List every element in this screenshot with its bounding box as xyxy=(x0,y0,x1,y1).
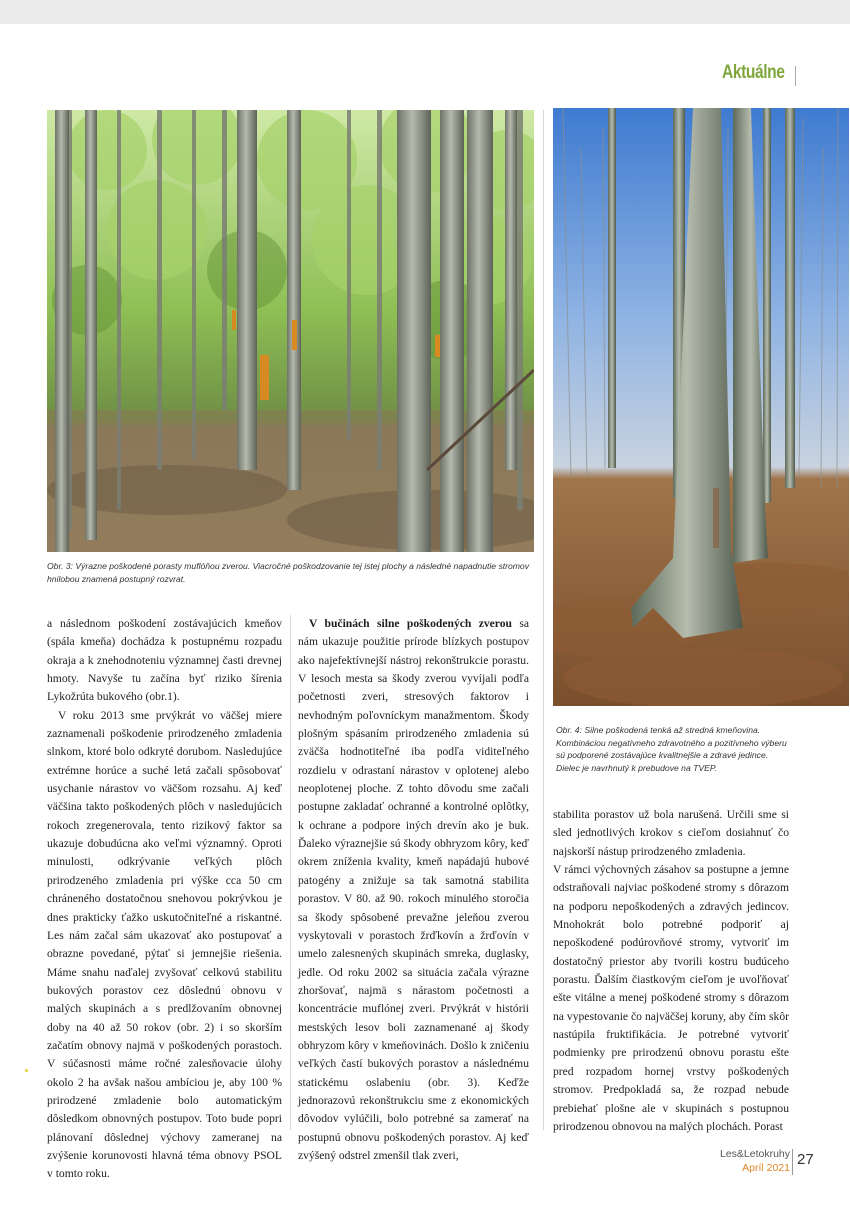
caption-obr3: Obr. 3: Výrazne poškodené porasty muflóňou zverou. Viacročné poškodzovanie tej istej plochy a následné napadnutie stromov hnilobou znamená postupný rozvrat. xyxy=(47,561,530,584)
margin-mark xyxy=(25,1069,28,1072)
page-number: 27 xyxy=(797,1151,814,1168)
paragraph: V roku 2013 sme prvýkrát vo väčšej miere zaznamenali poškodenie prirodzeného zmladenia slnkom, ktoré bolo odkryté dorubom. Nasledujúce extrémne horúce a suché letá začali spôsobovať usychanie nárastov vo väčšom rozsahu. Aj keď väčšina takto poškodených plôch v nasledujúcich rokoch zregenerovala, tento rizikový faktor sa ukazuje dobudúcna ako veľmi významný. Oproti minulosti, odkrývanie veľkých plôch prirodzeného zmladenia pri výške cca 50 cm chráneného dostatočnou snehovou pokrývkou je dnes prakticky ťažko uskutočniteľné a riskantné. Les nám začal sám ukazovať ako postupovať a obrazne povedané, pýtať si jemnejšie riešenia. Máme snahu naďalej zvyšovať celkovú stabilitu bukových porastov cez dôslednú obnovu v malých skupinách a s predlžovaním obnovnej doby na 40 až 50 rokov (obr. 2) i so skorším začatím obnovy najmä v poškodených porastoch. V súčasnosti máme ročné zalesňovacie úlohy okolo 2 ha avšak našou ambíciou je, aby 100 % prirodzené zmladenie bolo automatickým dôsledkom obnovných postupov. Toto bude popri plánovaní dôslednej výchovy zameranej na zvýšenie korunovosti hlavná téma obnovy PSOL v tomto roku. xyxy=(47,708,282,1181)
caption-obr4: Obr. 4: Silne poškodená tenká až stredná kmeňovina. Kombináciou negatívneho zdravotného a pozitívneho výberu sú podporené zostávajúce kvalitnejšie a zdravé jedince. Dielec je navrhnutý k prebudove na TVEP. xyxy=(556,725,787,773)
footer-brand xyxy=(716,1147,790,1175)
top-margin-band xyxy=(0,0,850,24)
beech-forest-summer-photo xyxy=(47,110,534,552)
article-column-1 xyxy=(47,615,282,1184)
paragraph xyxy=(298,615,529,1165)
photo-obr4 xyxy=(553,108,849,706)
beech-forest-spring-photo xyxy=(553,108,849,706)
column-divider xyxy=(290,615,291,1130)
magazine-name: Les&Letokruhy xyxy=(719,1148,790,1160)
column-divider xyxy=(543,110,544,1130)
section-title: Aktuálne xyxy=(722,62,785,83)
paragraph: a následnom poškodení zostávajúcich kmeňov (spála kmeňa) dochádza k postupnému rozpadu okraja a k znehodnoteniu významnej časti drevnej hmoty. Navyše tu začína byť riziko šírenia Lykožrúta bukového (obr.1). xyxy=(47,617,282,704)
section-divider xyxy=(795,66,796,86)
paragraph: V rámci výchovných zásahov sa postupne a jemne odstraňovali najviac poškodené stromy s dôrazom na podporu nepoškodených a zdravých jedincov. Mnohokrát bolo potrebné podporiť aj nepoškodené podúrovňové stromy, vytvoriť im dostatočný priestor aby tvorili kostru budúceho porastu. Ďalším čiastkovým cieľom je uvoľňovať ešte vitálne a menej poškodené stromy s dôrazom na vypestovanie čo najväčšej koruny, aby čím skôr nastúpila fruktifikácia. Je potrebné vytvoriť podmienky pre prirodzenú obnovu porastu ešte pred rozpadom hornej vrstvy poškodených stromov. Predpokladá sa, že rozpad nebude prebiehať plošne ale v skupinách s postupnou prirodzenou obnovou na malých plochách. Porast xyxy=(553,863,789,1133)
article-column-2 xyxy=(298,615,529,1165)
paragraph-body: sa nám ukazuje použitie prírode blízkych postupov ako najefektívnejší nástroj rekonštrukcie porastu. V lesoch mesta sa škody zverou vyvíjali podľa početnosti zveri, stresových faktorov i nevhodným poľovníckym manažmentom. Škody plošným spásaním prirodzeného zmladenia sú zväčša hodnotiteľné iba podľa viditeľného rozdielu v odrastaní nárastov v oplotenej alebo neoplotenej ploche. Z tohto dôvodu sme začali postupne zakladať ochranné a kontrolné oplôtky, k ochrane a podpore iných drevín ako je buk. Ďaleko výraznejšie sú škody obhryzom kôry, keď okrem zníženia kvality, kmeň napádajú hubové patogény a znižuje sa tak samotná stabilita porastov. V 80. až 90. rokoch minulého storočia sa škody spôsobené prevažne jeleňou zverou vyskytovali v porastoch žrďkovín a žrďovín v umelo zalesnených skupinách smreka, duglasky, jedle. Od roku 2002 sa situácia začala výrazne zhoršovať, najmä s nárastom početnosti a koncentrácie muflónej zveri. Prvýkrát v histórii mestských lesov boli zaznamenané aj škody obhryzom kôry v kmeňovinách. Došlo k zničeniu veľkých častí bukových porastov a následnému statickému oslabeniu (obr. 3). Keďže jednorazovú rekonštrukciu sme z ekonomických dôvodov vylúčili, bolo potrebné sa zamerať na postupnú obnovu poškodených porastov. Aj keď zvýšený odstrel zmenšil tlak zveri, xyxy=(298,617,530,1162)
article-column-3 xyxy=(553,806,789,1136)
paragraph: stabilita porastov už bola narušená. Určili sme si sled jednotlivých krokov s cieľom dosiahnuť čo najskorší nástup prirodzeného zmladenia. xyxy=(553,808,789,858)
paragraph-lead: V bučinách silne poškodených zverou xyxy=(309,617,512,630)
photo-obr3 xyxy=(47,110,534,552)
footer-divider xyxy=(792,1149,793,1175)
issue-date: Apríl 2021 xyxy=(742,1162,790,1174)
